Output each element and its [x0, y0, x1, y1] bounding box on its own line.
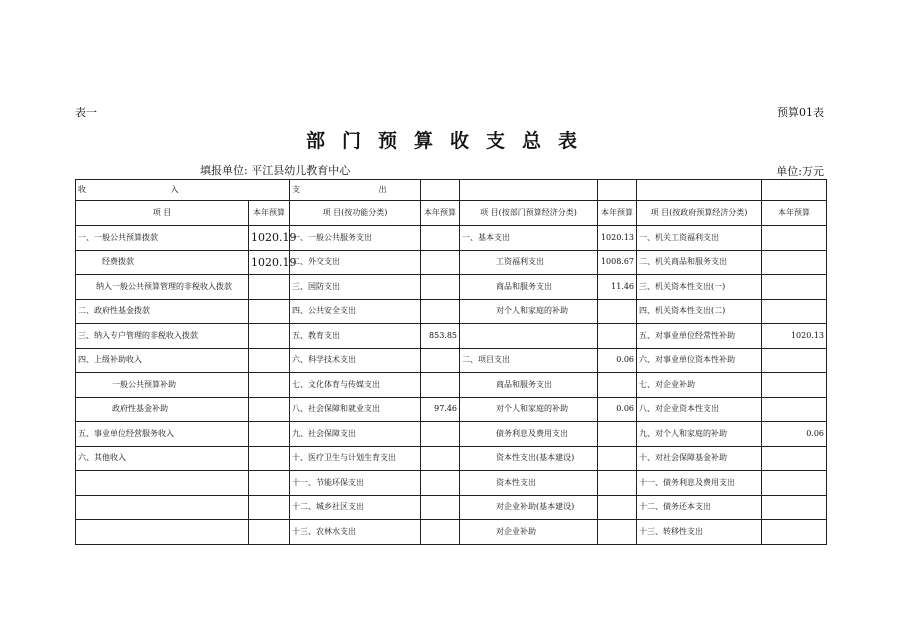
gov-econ-item: 五、对事业单位经常性补助	[637, 324, 762, 349]
dept-econ-item: 债务利息及费用支出	[460, 422, 598, 447]
table-row	[76, 250, 827, 275]
income-amount	[249, 422, 290, 447]
function-item: 二、外交支出	[290, 250, 421, 275]
table-row	[76, 520, 827, 545]
dept-econ-amount: 0.06	[598, 348, 637, 373]
table-row	[76, 348, 827, 373]
income-amount	[249, 520, 290, 545]
function-item: 三、国防支出	[290, 275, 421, 300]
gov-econ-item: 二、机关商品和服务支出	[637, 250, 762, 275]
function-amount: 853.85	[421, 324, 460, 349]
income-label-2: 入	[170, 185, 179, 194]
dept-econ-item: 商品和服务支出	[460, 373, 598, 398]
dept-econ-amount	[598, 495, 637, 520]
function-item: 四、公共安全支出	[290, 299, 421, 324]
income-item	[76, 471, 249, 496]
gov-econ-item: 十二、债务还本支出	[637, 495, 762, 520]
income-amount	[249, 446, 290, 471]
blank-header-cell	[421, 180, 460, 201]
budget-summary-table	[75, 179, 827, 545]
unit-label: 单位:万元	[776, 165, 824, 178]
gov-econ-amount	[762, 226, 827, 251]
blank-header-cell	[762, 180, 827, 201]
dept-econ-item: 对个人和家庭的补助	[460, 397, 598, 422]
income-section-header	[76, 180, 290, 201]
dept-econ-item: 对企业补助	[460, 520, 598, 545]
dept-econ-amount: 11.46	[598, 275, 637, 300]
gov-econ-amount	[762, 446, 827, 471]
dept-econ-amount	[598, 471, 637, 496]
function-amount: 97.46	[421, 397, 460, 422]
income-amount: 1020.19	[249, 226, 290, 251]
col-header: 项 目	[76, 201, 249, 226]
function-item: 十二、城乡社区支出	[290, 495, 421, 520]
function-amount	[421, 275, 460, 300]
table-row	[76, 446, 827, 471]
col-header: 项 目(按政府预算经济分类)	[637, 201, 762, 226]
function-item: 十、医疗卫生与计划生育支出	[290, 446, 421, 471]
dept-econ-item: 商品和服务支出	[460, 275, 598, 300]
blank-header-cell	[598, 180, 637, 201]
col-header: 项 目(按部门预算经济分类)	[460, 201, 598, 226]
income-item: 四、上级补助收入	[76, 348, 249, 373]
income-label-1: 收	[78, 185, 86, 194]
blank-header-cell	[460, 180, 598, 201]
gov-econ-amount: 0.06	[762, 422, 827, 447]
gov-econ-amount	[762, 373, 827, 398]
function-amount	[421, 471, 460, 496]
function-item: 九、社会保障支出	[290, 422, 421, 447]
function-item: 五、教育支出	[290, 324, 421, 349]
dept-econ-amount: 1008.67	[598, 250, 637, 275]
gov-econ-amount: 1020.13	[762, 324, 827, 349]
gov-econ-item: 八、对企业资本性支出	[637, 397, 762, 422]
gov-econ-amount	[762, 471, 827, 496]
table-row	[76, 471, 827, 496]
dept-econ-item: 资本性支出	[460, 471, 598, 496]
income-item: 纳入一般公共预算管理的非税收入拨款	[76, 275, 249, 300]
dept-econ-item: 二、项目支出	[460, 348, 598, 373]
income-item: 经费拨款	[76, 250, 249, 275]
gov-econ-amount	[762, 275, 827, 300]
income-item: 五、事业单位经营服务收入	[76, 422, 249, 447]
income-amount	[249, 397, 290, 422]
function-item: 八、社会保障和就业支出	[290, 397, 421, 422]
function-item: 一、一般公共服务支出	[290, 226, 421, 251]
income-item: 一般公共预算补助	[76, 373, 249, 398]
col-header: 项 目(按功能分类)	[290, 201, 421, 226]
function-item: 十三、农林水支出	[290, 520, 421, 545]
function-item: 十一、节能环保支出	[290, 471, 421, 496]
income-amount	[249, 471, 290, 496]
function-amount	[421, 373, 460, 398]
table-row	[76, 495, 827, 520]
table-row	[76, 324, 827, 349]
gov-econ-amount	[762, 299, 827, 324]
gov-econ-item: 六、对事业单位资本性补助	[637, 348, 762, 373]
dept-econ-item	[460, 324, 598, 349]
dept-econ-item: 对个人和家庭的补助	[460, 299, 598, 324]
dept-econ-item: 对企业补助(基本建设)	[460, 495, 598, 520]
col-header: 本年预算	[421, 201, 460, 226]
page-title: 部门预算收支总表	[305, 130, 594, 152]
col-header: 本年预算	[598, 201, 637, 226]
dept-econ-amount: 1020.13	[598, 226, 637, 251]
expense-section-header	[290, 180, 421, 201]
income-amount	[249, 324, 290, 349]
gov-econ-item: 十一、债务利息及费用支出	[637, 471, 762, 496]
blank-header-cell	[637, 180, 762, 201]
table-row	[76, 397, 827, 422]
income-item: 三、纳入专户管理的非税收入拨款	[76, 324, 249, 349]
dept-econ-item: 工资福利支出	[460, 250, 598, 275]
income-item: 六、其他收入	[76, 446, 249, 471]
income-amount	[249, 299, 290, 324]
income-item: 政府性基金补助	[76, 397, 249, 422]
dept-econ-amount	[598, 324, 637, 349]
gov-econ-amount	[762, 348, 827, 373]
gov-econ-item: 四、机关资本性支出(二)	[637, 299, 762, 324]
function-amount	[421, 299, 460, 324]
function-amount	[421, 422, 460, 447]
gov-econ-item: 七、对企业补助	[637, 373, 762, 398]
table-row	[76, 275, 827, 300]
function-item: 七、文化体育与传媒支出	[290, 373, 421, 398]
function-amount	[421, 495, 460, 520]
income-amount	[249, 275, 290, 300]
function-amount	[421, 250, 460, 275]
dept-econ-amount	[598, 520, 637, 545]
function-item: 六、科学技术支出	[290, 348, 421, 373]
income-item: 二、政府性基金拨款	[76, 299, 249, 324]
income-item	[76, 520, 249, 545]
income-amount	[249, 348, 290, 373]
income-item: 一、一般公共预算拨款	[76, 226, 249, 251]
gov-econ-amount	[762, 250, 827, 275]
function-amount	[421, 226, 460, 251]
gov-econ-amount	[762, 520, 827, 545]
section-header-row	[76, 180, 827, 201]
gov-econ-item: 三、机关资本性支出(一)	[637, 275, 762, 300]
dept-econ-amount	[598, 373, 637, 398]
dept-econ-amount	[598, 299, 637, 324]
table-row	[76, 299, 827, 324]
gov-econ-item: 一、机关工资福利支出	[637, 226, 762, 251]
dept-econ-item: 一、基本支出	[460, 226, 598, 251]
budget-form-code: 预算01表	[777, 106, 824, 119]
dept-econ-item: 资本性支出(基本建设)	[460, 446, 598, 471]
dept-econ-amount	[598, 446, 637, 471]
income-amount: 1020.19	[249, 250, 290, 275]
gov-econ-item: 十、对社会保障基金补助	[637, 446, 762, 471]
reporting-organization: 填报单位: 平江县幼儿教育中心	[200, 164, 351, 177]
gov-econ-item: 十三、转移性支出	[637, 520, 762, 545]
gov-econ-item: 九、对个人和家庭的补助	[637, 422, 762, 447]
income-amount	[249, 495, 290, 520]
dept-econ-amount: 0.06	[598, 397, 637, 422]
table-row	[76, 422, 827, 447]
col-header: 本年预算	[762, 201, 827, 226]
expense-label-1: 支	[292, 185, 301, 194]
expense-label-2: 出	[378, 185, 387, 194]
gov-econ-amount	[762, 397, 827, 422]
dept-econ-amount	[598, 422, 637, 447]
table-row	[76, 226, 827, 251]
income-item	[76, 495, 249, 520]
gov-econ-amount	[762, 495, 827, 520]
function-amount	[421, 348, 460, 373]
function-amount	[421, 446, 460, 471]
column-header-row	[76, 201, 827, 226]
col-header: 本年预算	[249, 201, 290, 226]
table-row	[76, 373, 827, 398]
table-code: 表一	[75, 106, 97, 119]
function-amount	[421, 520, 460, 545]
income-amount	[249, 373, 290, 398]
